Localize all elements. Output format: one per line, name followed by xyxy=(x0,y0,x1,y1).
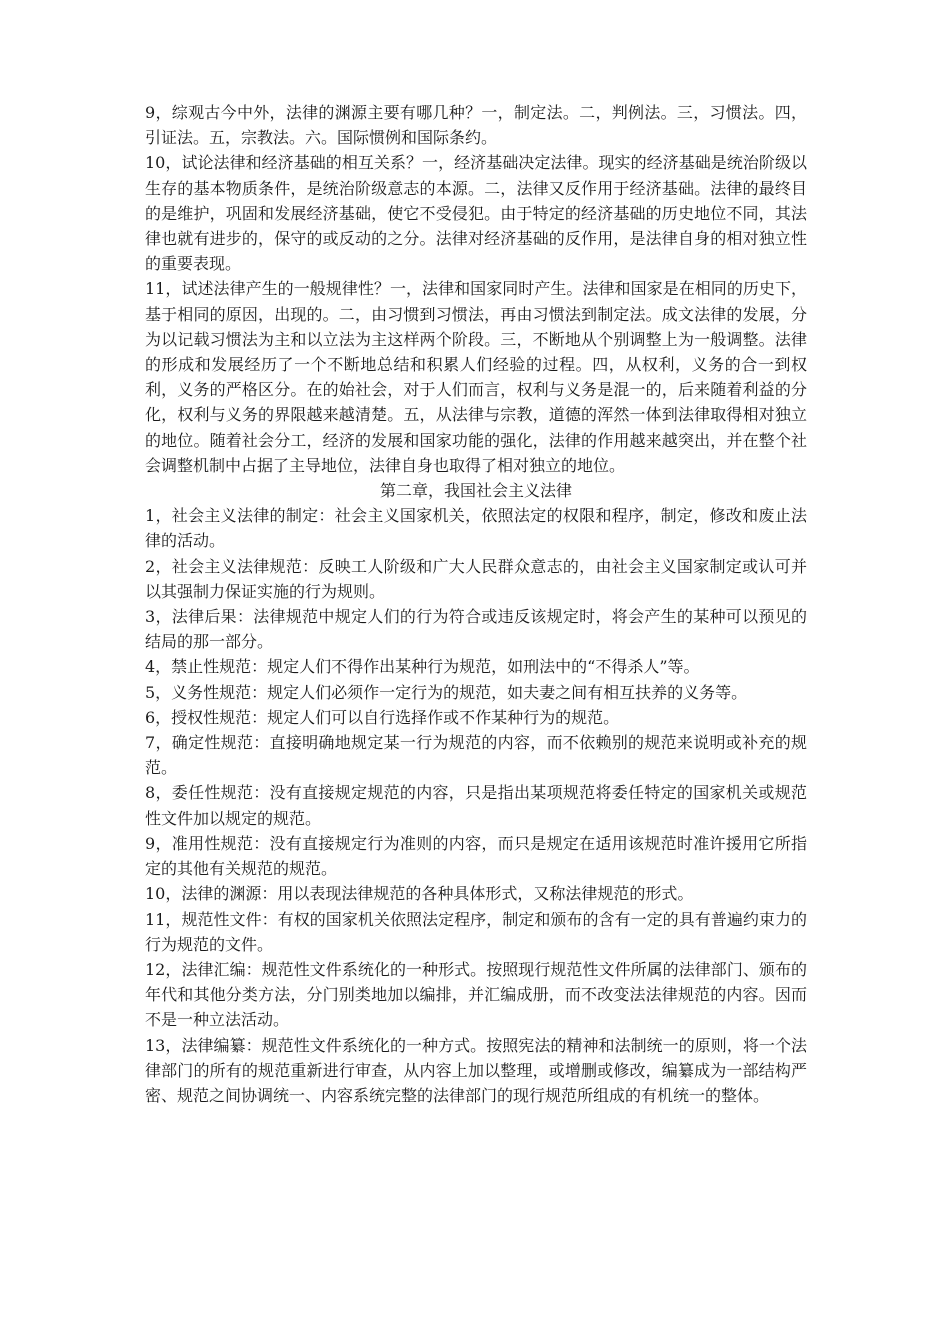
definition-item-12: 12，法律汇编：规范性文件系统化的一种形式。按照现行规范性文件所属的法律部门、颁布的年代和其他分类方法，分门别类地加以编排，并汇编成册，而不改变法法律规范的内容。因而不是一种立法活动。 xyxy=(145,959,807,1030)
paragraph-q10: 10，试论法律和经济基础的相互关系？一，经济基础决定法律。现实的经济基础是统治阶级以生存的基本物质条件，是统治阶级意志的本源。二，法律又反作用于经济基础。法律的最终目的是维护，巩固和发展经济基础，使它不受侵犯。由于特定的经济基础的历史地位不同，其法律也就有进步的，保守的或反动的之分。法律对经济基础的反作用，是法律自身的相对独立性的重要表现。 xyxy=(145,153,807,274)
definition-item-10: 10，法律的渊源：用以表现法律规范的各种具体形式，又称法律规范的形式。 xyxy=(145,884,694,904)
definition-item-7: 7，确定性规范：直接明确地规定某一行为规范的内容，而不依赖别的规范来说明或补充的规范。 xyxy=(145,733,807,778)
definition-item-13: 13，法律编纂：规范性文件系统化的一种方式。按照宪法的精神和法制统一的原则，将一个法律部门的所有的规范重新进行审查，从内容上加以整理，或增删或修改，编纂成为一部结构严密、规范之间协调统一、内容系统完整的法律部门的现行规范所组成的有机统一的整体。 xyxy=(145,1035,807,1105)
paragraph-q9: 9，综观古今中外，法律的渊源主要有哪几种？一，制定法。二，判例法。三，习惯法。四，引证法。五，宗教法。六。国际惯例和国际条约。 xyxy=(145,103,807,148)
document-page xyxy=(145,100,807,1108)
definition-item-5: 5，义务性规范：规定人们必须作一定行为的规范，如夫妻之间有相互扶养的义务等。 xyxy=(145,682,748,702)
definition-item-2: 2，社会主义法律规范：反映工人阶级和广大人民群众意志的，由社会主义国家制定或认可并以其强制力保证实施的行为规则。 xyxy=(145,556,807,601)
definition-item-1: 1，社会主义法律的制定：社会主义国家机关，依照法定的权限和程序，制定，修改和废止法律的活动。 xyxy=(145,506,807,551)
definition-item-4: 4，禁止性规范：规定人们不得作出某种行为规范，如刑法中的“不得杀人”等。 xyxy=(145,657,700,677)
definition-item-11: 11，规范性文件：有权的国家机关依照法定程序，制定和颁布的含有一定的具有普遍约束力的行为规范的文件。 xyxy=(145,909,807,954)
paragraph-q11: 11，试述法律产生的一般规律性？一，法律和国家同时产生。法律和国家是在相同的历史下，基于相同的原因，出现的。二，由习惯到习惯法，再由习惯法到制定法。成文法律的发展，分为以记载习惯法为主和以立法为主这样两个阶段。三，不断地从个别调整上为一般调整。法律的形成和发展经历了一个不断地总结和积累人们经验的过程。四，从权利，义务的合一到权利，义务的严格区分。在的始社会，对于人们而言，权利与义务是混一的，后来随着利益的分化，权利与义务的界限越来越清楚。五，从法律与宗教，道德的浑然一体到法律取得相对独立的地位。随着社会分工，经济的发展和国家功能的强化，法律的作用越来越突出，并在整个社会调整机制中占据了主导地位，法律自身也取得了相对独立的地位。 xyxy=(145,279,807,475)
definition-item-9: 9，准用性规范：没有直接规定行为准则的内容，而只是规定在适用该规范时准许援用它所指定的其他有关规范的规范。 xyxy=(145,833,807,879)
definition-item-3: 3，法律后果：法律规范中规定人们的行为符合或违反该规定时，将会产生的某种可以预见的结局的那一部分。 xyxy=(145,607,807,652)
definition-item-6: 6，授权性规范：规定人们可以自行选择作或不作某种行为的规范。 xyxy=(145,707,620,727)
chapter-title: 第二章，我国社会主义法律 xyxy=(379,481,572,501)
definition-item-8: 8，委任性规范：没有直接规定规范的内容，只是指出某项规范将委任特定的国家机关或规范性文件加以规定的规范。 xyxy=(145,783,807,828)
